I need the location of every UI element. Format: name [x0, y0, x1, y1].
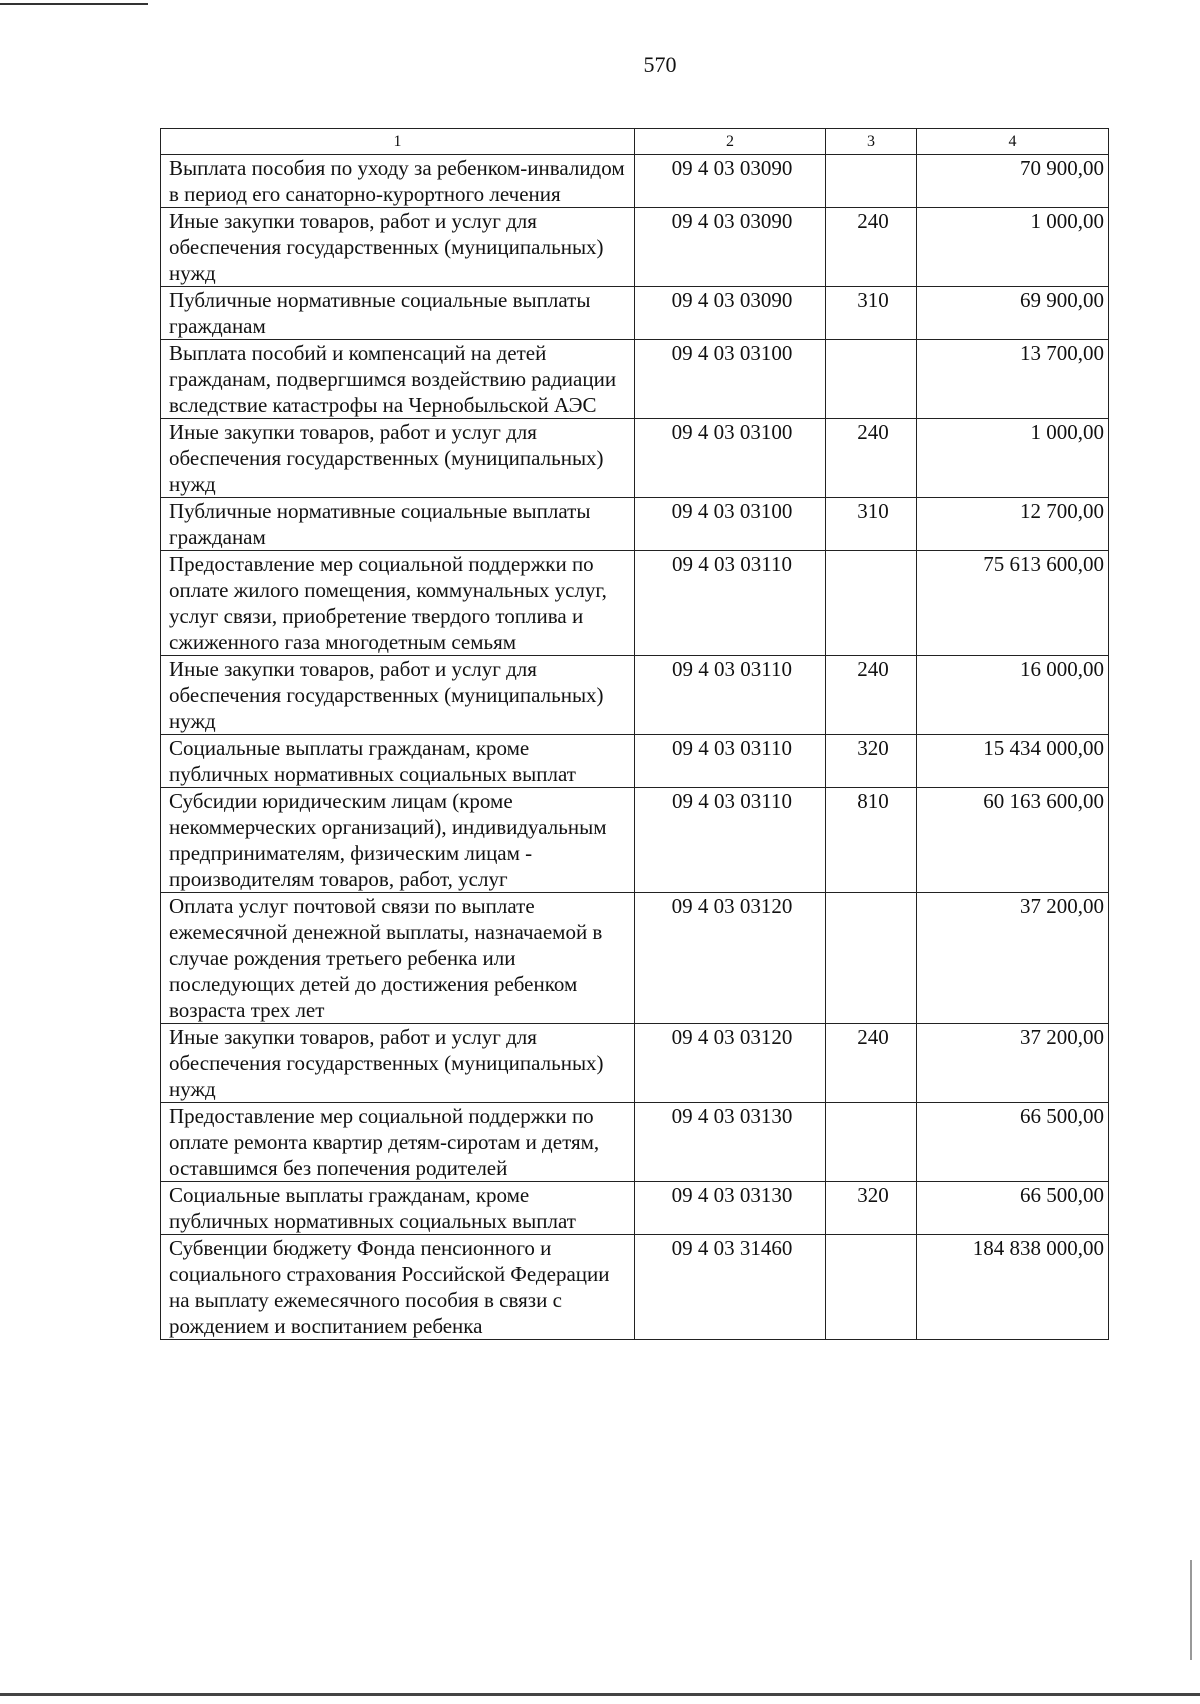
row-amount-cell: 1 000,00	[917, 208, 1109, 287]
row-amount-cell: 60 163 600,00	[917, 788, 1109, 893]
row-expense-type-cell	[826, 551, 917, 656]
scan-edge-right	[1190, 1560, 1192, 1660]
row-name-cell: Иные закупки товаров, работ и услуг для обеспечения государственных (муниципальных) нужд	[161, 208, 635, 287]
row-name-cell: Социальные выплаты гражданам, кроме публичных нормативных социальных выплат	[161, 735, 635, 788]
row-expense-type-cell: 320	[826, 1182, 917, 1235]
row-expense-type-cell: 240	[826, 419, 917, 498]
row-name-cell: Выплата пособия по уходу за ребенком-инвалидом в период его санаторно-курортного лечения	[161, 155, 635, 208]
row-amount-cell: 15 434 000,00	[917, 735, 1109, 788]
row-code-cell: 09 4 03 03110	[635, 551, 826, 656]
row-amount-cell: 37 200,00	[917, 1024, 1109, 1103]
row-expense-type-cell: 310	[826, 287, 917, 340]
table-row	[161, 1182, 1109, 1235]
row-code-cell: 09 4 03 03090	[635, 208, 826, 287]
column-header-4: 4	[917, 129, 1109, 155]
row-code-cell: 09 4 03 03110	[635, 656, 826, 735]
page-number: 570	[643, 52, 677, 77]
row-amount-cell: 16 000,00	[917, 656, 1109, 735]
row-code-cell: 09 4 03 03100	[635, 498, 826, 551]
row-expense-type-cell	[826, 155, 917, 208]
column-header-3: 3	[826, 129, 917, 155]
row-code-cell: 09 4 03 03100	[635, 419, 826, 498]
row-expense-type-cell: 240	[826, 1024, 917, 1103]
table-row	[161, 498, 1109, 551]
column-header-1: 1	[161, 129, 635, 155]
table-row	[161, 656, 1109, 735]
row-name-cell: Иные закупки товаров, работ и услуг для обеспечения государственных (муниципальных) нужд	[161, 419, 635, 498]
column-header-2: 2	[635, 129, 826, 155]
row-code-cell: 09 4 03 03090	[635, 287, 826, 340]
row-code-cell: 09 4 03 03110	[635, 788, 826, 893]
row-name-cell: Предоставление мер социальной поддержки по оплате ремонта квартир детям-сиротам и детям, оставшимся без попечения родителей	[161, 1103, 635, 1182]
row-amount-cell: 37 200,00	[917, 893, 1109, 1024]
table-row	[161, 208, 1109, 287]
row-code-cell: 09 4 03 03120	[635, 1024, 826, 1103]
table-row	[161, 551, 1109, 656]
table-row	[161, 340, 1109, 419]
table-row	[161, 1235, 1109, 1340]
table-row	[161, 1103, 1109, 1182]
row-expense-type-cell: 810	[826, 788, 917, 893]
row-expense-type-cell	[826, 1235, 917, 1340]
row-amount-cell: 75 613 600,00	[917, 551, 1109, 656]
table-row	[161, 287, 1109, 340]
scan-edge-top	[0, 3, 148, 5]
row-expense-type-cell	[826, 340, 917, 419]
row-name-cell: Субвенции бюджету Фонда пенсионного и социального страхования Российской Федерации на выплату ежемесячного пособия в связи с рождением и воспитанием ребенка	[161, 1235, 635, 1340]
table-row	[161, 893, 1109, 1024]
row-code-cell: 09 4 03 03120	[635, 893, 826, 1024]
row-amount-cell: 12 700,00	[917, 498, 1109, 551]
table-row	[161, 788, 1109, 893]
row-code-cell: 09 4 03 03130	[635, 1103, 826, 1182]
row-amount-cell: 66 500,00	[917, 1182, 1109, 1235]
row-code-cell: 09 4 03 03090	[635, 155, 826, 208]
row-amount-cell: 69 900,00	[917, 287, 1109, 340]
row-name-cell: Публичные нормативные социальные выплаты гражданам	[161, 498, 635, 551]
row-code-cell: 09 4 03 03100	[635, 340, 826, 419]
row-amount-cell: 70 900,00	[917, 155, 1109, 208]
row-name-cell: Социальные выплаты гражданам, кроме публичных нормативных социальных выплат	[161, 1182, 635, 1235]
row-name-cell: Предоставление мер социальной поддержки по оплате жилого помещения, коммунальных услуг, услуг связи, приобретение твердого топлива и сжиженного газа многодетным семьям	[161, 551, 635, 656]
table-body	[161, 155, 1109, 1340]
row-expense-type-cell: 240	[826, 656, 917, 735]
row-expense-type-cell	[826, 1103, 917, 1182]
table-row	[161, 735, 1109, 788]
row-expense-type-cell: 310	[826, 498, 917, 551]
row-name-cell: Выплата пособий и компенсаций на детей гражданам, подвергшимся воздействию радиации вследствие катастрофы на Чернобыльской АЭС	[161, 340, 635, 419]
row-code-cell: 09 4 03 03130	[635, 1182, 826, 1235]
budget-table	[160, 128, 1109, 1340]
row-name-cell: Субсидии юридическим лицам (кроме некоммерческих организаций), индивидуальным предпринимателям, физическим лицам - производителям товаров, работ, услуг	[161, 788, 635, 893]
row-amount-cell: 13 700,00	[917, 340, 1109, 419]
row-expense-type-cell: 240	[826, 208, 917, 287]
row-amount-cell: 184 838 000,00	[917, 1235, 1109, 1340]
row-amount-cell: 66 500,00	[917, 1103, 1109, 1182]
table-row	[161, 419, 1109, 498]
row-amount-cell: 1 000,00	[917, 419, 1109, 498]
row-name-cell: Иные закупки товаров, работ и услуг для обеспечения государственных (муниципальных) нужд	[161, 656, 635, 735]
row-name-cell: Оплата услуг почтовой связи по выплате ежемесячной денежной выплаты, назначаемой в случае рождения третьего ребенка или последующих детей до достижения ребенком возраста трех лет	[161, 893, 635, 1024]
row-expense-type-cell	[826, 893, 917, 1024]
row-code-cell: 09 4 03 03110	[635, 735, 826, 788]
scan-edge-bottom	[0, 1693, 1200, 1696]
row-name-cell: Публичные нормативные социальные выплаты гражданам	[161, 287, 635, 340]
row-expense-type-cell: 320	[826, 735, 917, 788]
table-row	[161, 155, 1109, 208]
row-name-cell: Иные закупки товаров, работ и услуг для обеспечения государственных (муниципальных) нужд	[161, 1024, 635, 1103]
table-header-row	[161, 129, 1109, 155]
row-code-cell: 09 4 03 31460	[635, 1235, 826, 1340]
table-row	[161, 1024, 1109, 1103]
